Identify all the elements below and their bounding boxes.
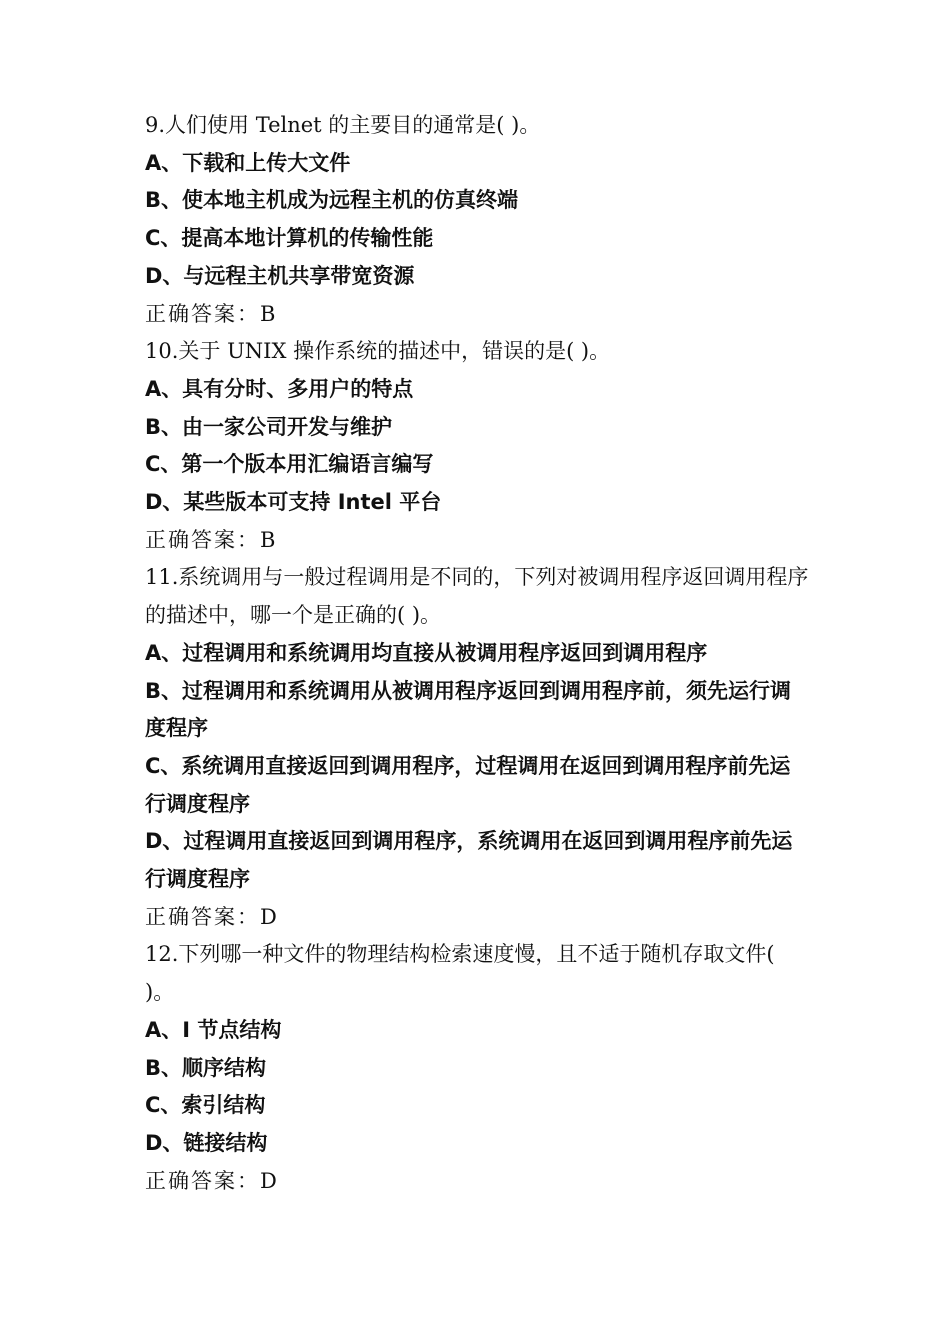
option-c: C、系统调用直接返回到调用程序，过程调用在返回到调用程序前先运行调度程序	[145, 753, 791, 816]
correct-answer: 正确答案：D	[145, 904, 279, 929]
option-d: D、与远程主机共享带宽资源	[145, 263, 415, 288]
correct-answer: 正确答案：D	[145, 1168, 279, 1193]
option-c: C、提高本地计算机的传输性能	[145, 226, 434, 251]
option-d: D、链接结构	[145, 1130, 268, 1155]
option-b: B、过程调用和系统调用从被调用程序返回到调用程序前，须先运行调度程序	[145, 678, 792, 741]
option-c: C、第一个版本用汇编语言编写	[145, 452, 434, 477]
option-b: B、顺序结构	[145, 1055, 267, 1080]
question-block	[145, 107, 810, 333]
option-d: D、过程调用直接返回到调用程序，系统调用在返回到调用程序前先运行调度程序	[145, 829, 793, 892]
question-stem: 11.系统调用与一般过程调用是不同的，下列对被调用程序返回调用程序的描述中，哪一个是正确的( )。	[145, 565, 809, 628]
question-list	[145, 107, 810, 1200]
option-a: A、具有分时、多用户的特点	[145, 376, 414, 401]
question-stem: 12.下列哪一种文件的物理结构检索速度慢，且不适于随机存取文件( )。	[145, 942, 775, 1005]
question-stem: 9.人们使用 Telnet 的主要目的通常是( )。	[145, 113, 541, 137]
question-block	[145, 559, 810, 936]
question-stem: 10.关于 UNIX 操作系统的描述中，错误的是( )。	[145, 339, 611, 364]
option-b: B、使本地主机成为远程主机的仿真终端	[145, 188, 519, 213]
option-a: A、I 节点结构	[145, 1017, 282, 1042]
question-block	[145, 936, 810, 1200]
question-block	[145, 333, 810, 559]
correct-answer: 正确答案：B	[145, 301, 278, 326]
option-a: A、过程调用和系统调用均直接从被调用程序返回到调用程序	[145, 640, 708, 665]
option-b: B、由一家公司开发与维护	[145, 414, 393, 439]
option-d: D、某些版本可支持 Intel 平台	[145, 490, 442, 515]
correct-answer: 正确答案：B	[145, 527, 278, 552]
option-a: A、下载和上传大文件	[145, 150, 351, 175]
option-c: C、索引结构	[145, 1093, 266, 1118]
